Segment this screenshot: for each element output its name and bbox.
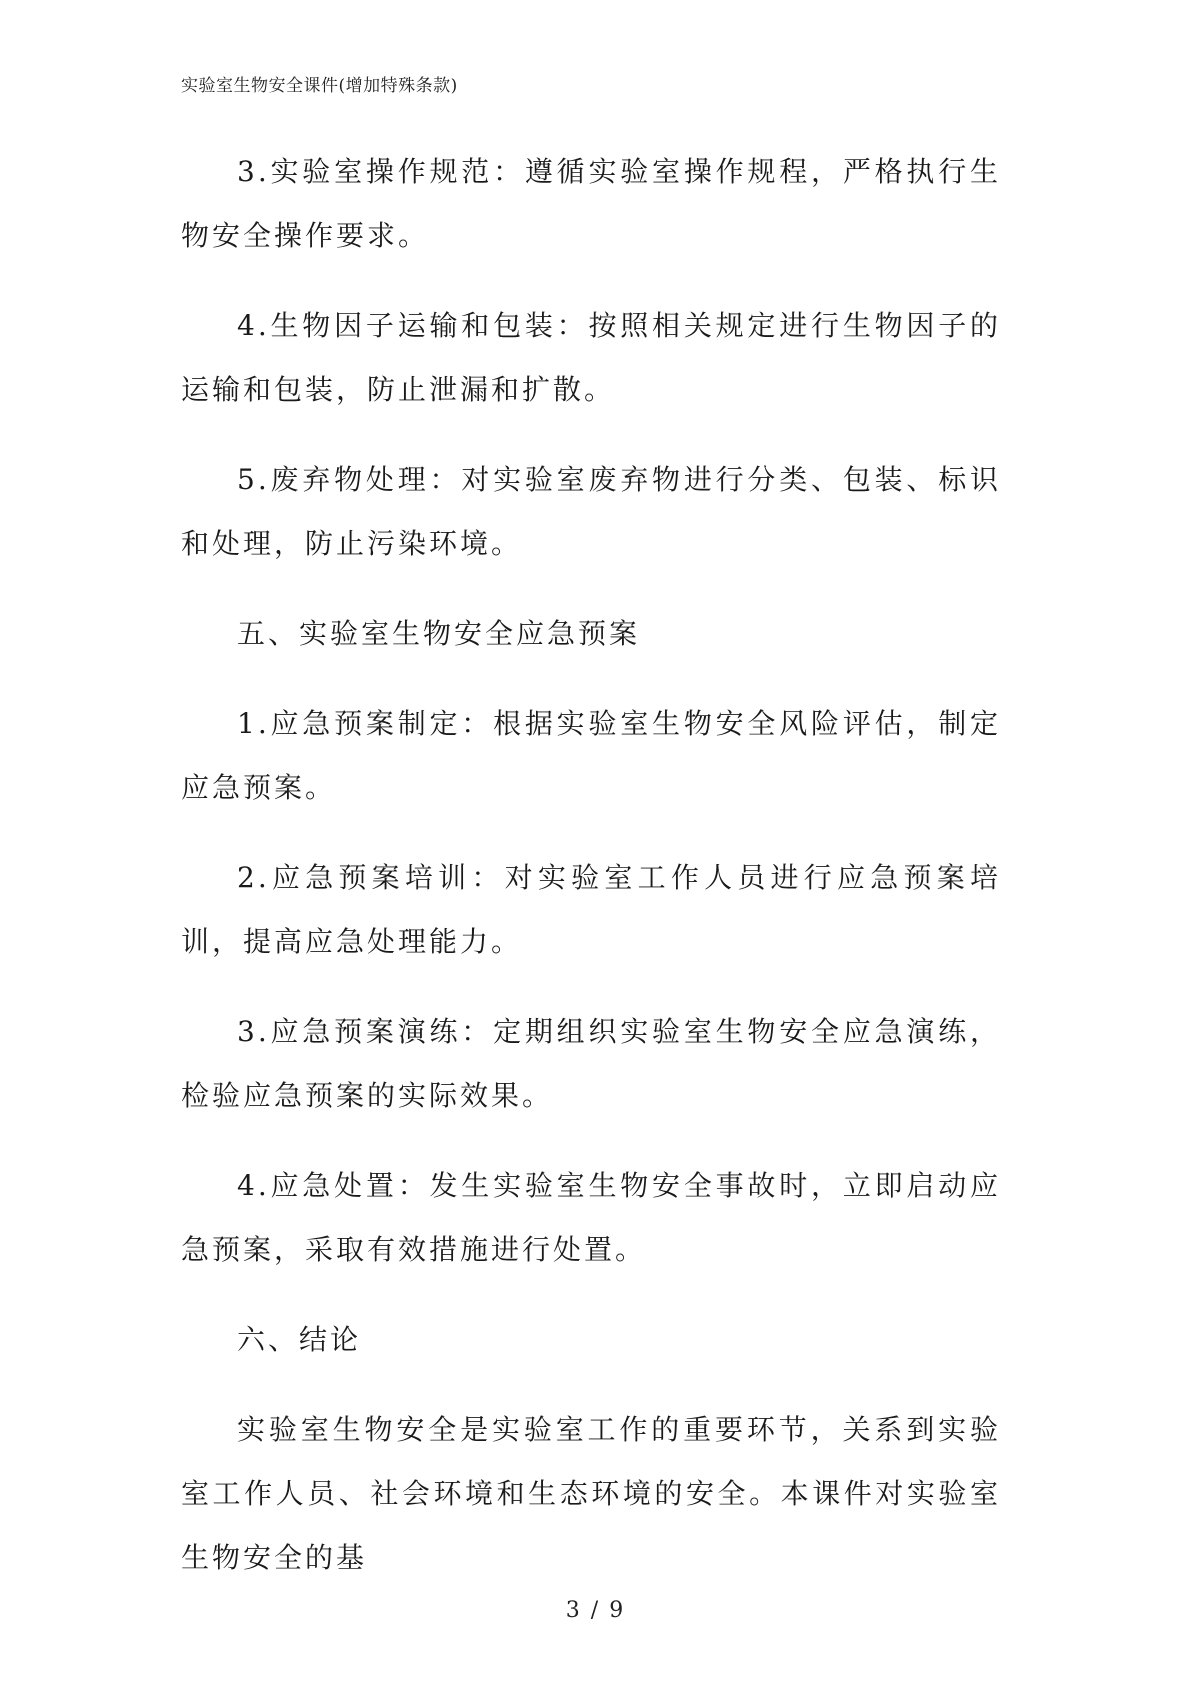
document-body <box>181 140 1001 1616</box>
paragraph-plan-drill: 3.应急预案演练：定期组织实验室生物安全应急演练，检验应急预案的实际效果。 <box>181 1015 1001 1112</box>
section-heading-emergency-plan: 五、实验室生物安全应急预案 <box>237 617 641 650</box>
paragraph-lab-operation-norms: 3.实验室操作规范：遵循实验室操作规程，严格执行生物安全操作要求。 <box>181 155 1001 252</box>
paragraph-plan-formulation: 1.应急预案制定：根据实验室生物安全风险评估，制定应急预案。 <box>181 707 1001 804</box>
page-number: 3 / 9 <box>565 1598 626 1623</box>
paragraph-transport-packaging: 4.生物因子运输和包装：按照相关规定进行生物因子的运输和包装，防止泄漏和扩散。 <box>181 309 1001 406</box>
paragraph-conclusion: 实验室生物安全是实验室工作的重要环节，关系到实验室工作人员、社会环境和生态环境的安全。本课件对实验室生物安全的基 <box>181 1413 1001 1574</box>
paragraph-waste-disposal: 5.废弃物处理：对实验室废弃物进行分类、包装、标识和处理，防止污染环境。 <box>181 463 1001 560</box>
running-header: 实验室生物安全课件(增加特殊条款) <box>181 76 458 96</box>
paragraph-plan-training: 2.应急预案培训：对实验室工作人员进行应急预案培训，提高应急处理能力。 <box>181 861 1001 958</box>
section-heading-conclusion: 六、结论 <box>237 1323 362 1356</box>
paragraph-emergency-response: 4.应急处置：发生实验室生物安全事故时，立即启动应急预案，采取有效措施进行处置。 <box>181 1169 1001 1266</box>
